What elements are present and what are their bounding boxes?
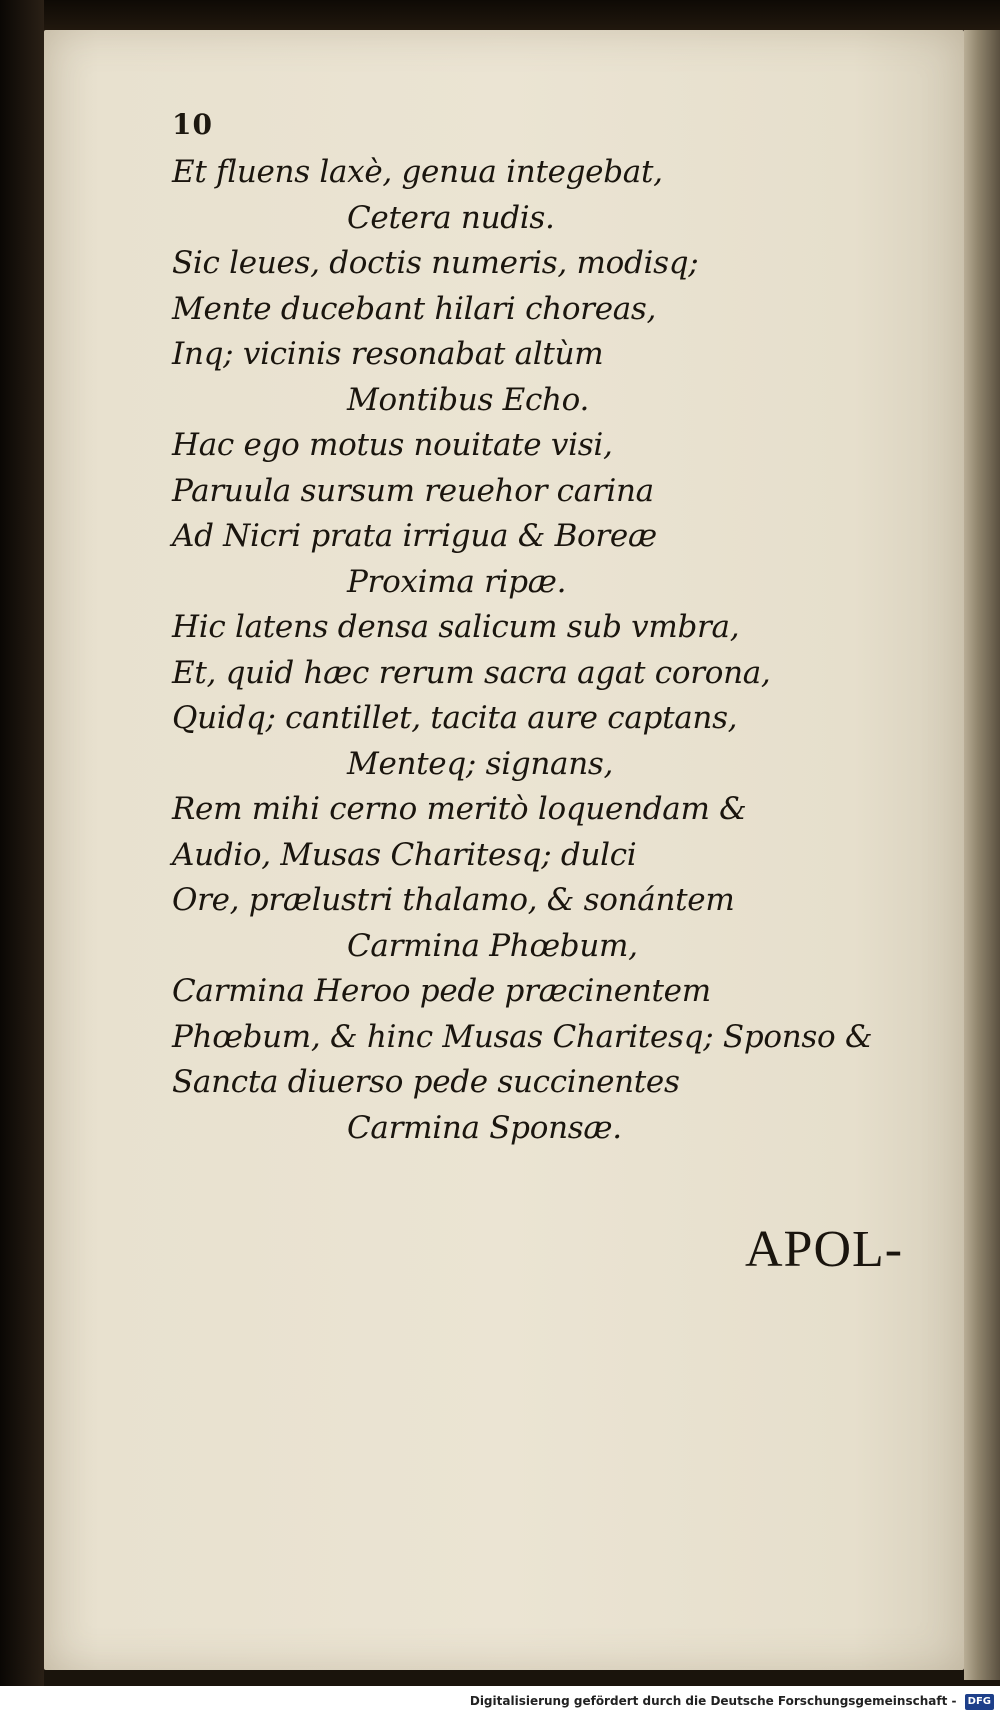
verse-line: Et, quid hæc rerum sacra agat corona,: [172, 654, 771, 691]
verse-line: Ad Nicri prata irrigua & Boreæ: [172, 518, 657, 554]
book-left-edge: [0, 0, 44, 1716]
verse-line: Cetera nudis.: [347, 199, 555, 236]
verse-line: Phœbum, & hinc Musas Charitesq; Sponso &: [172, 1018, 873, 1055]
verse-line: Sancta diuerso pede succinentes: [172, 1064, 680, 1100]
footer-credit-text: Digitalisierung gefördert durch die Deutsche Forschungsgemeinschaft -: [469, 1694, 957, 1708]
verse-line: Montibus Echo.: [347, 381, 590, 418]
verse-line: Carmina Phœbum,: [347, 927, 638, 964]
verse-line: Hac ego motus nouitate visi,: [172, 427, 613, 463]
verse-line: Hic latens densa salicum sub vmbra,: [172, 609, 740, 645]
verse-line: Proxima ripæ.: [347, 563, 567, 600]
verse-line: Quidq; cantillet, tacita aure captans,: [172, 700, 738, 736]
verse-line: Et fluens laxè, genua integebat,: [172, 154, 663, 190]
verse-line: Paruula sursum reuehor carina: [172, 472, 654, 509]
catchword: APOL-: [745, 1221, 904, 1278]
verse-line: Carmina Heroo pede præcinentem: [172, 973, 711, 1009]
verse-line: Ore, prælustri thalamo, & sonántem: [172, 882, 735, 918]
verse-line: Audio, Musas Charitesq; dulci: [172, 836, 637, 873]
verse-line: Inq; vicinis resonabat altùm: [172, 336, 604, 372]
dfg-logo-icon: DFG: [965, 1694, 994, 1710]
page-number: 10: [172, 108, 213, 141]
book-fore-edge: [964, 30, 1000, 1680]
verse-line: Mente ducebant hilari choreas,: [172, 290, 657, 327]
verse-line: Menteq; signans,: [347, 745, 614, 782]
verse-line: Carmina Sponsæ.: [347, 1109, 622, 1146]
verse-block: [172, 150, 932, 1151]
verse-line: Rem mihi cerno meritò loquendam &: [172, 791, 747, 827]
digitization-footer: [0, 1686, 1000, 1716]
verse-line: Sic leues, doctis numeris, modisq;: [172, 245, 699, 281]
